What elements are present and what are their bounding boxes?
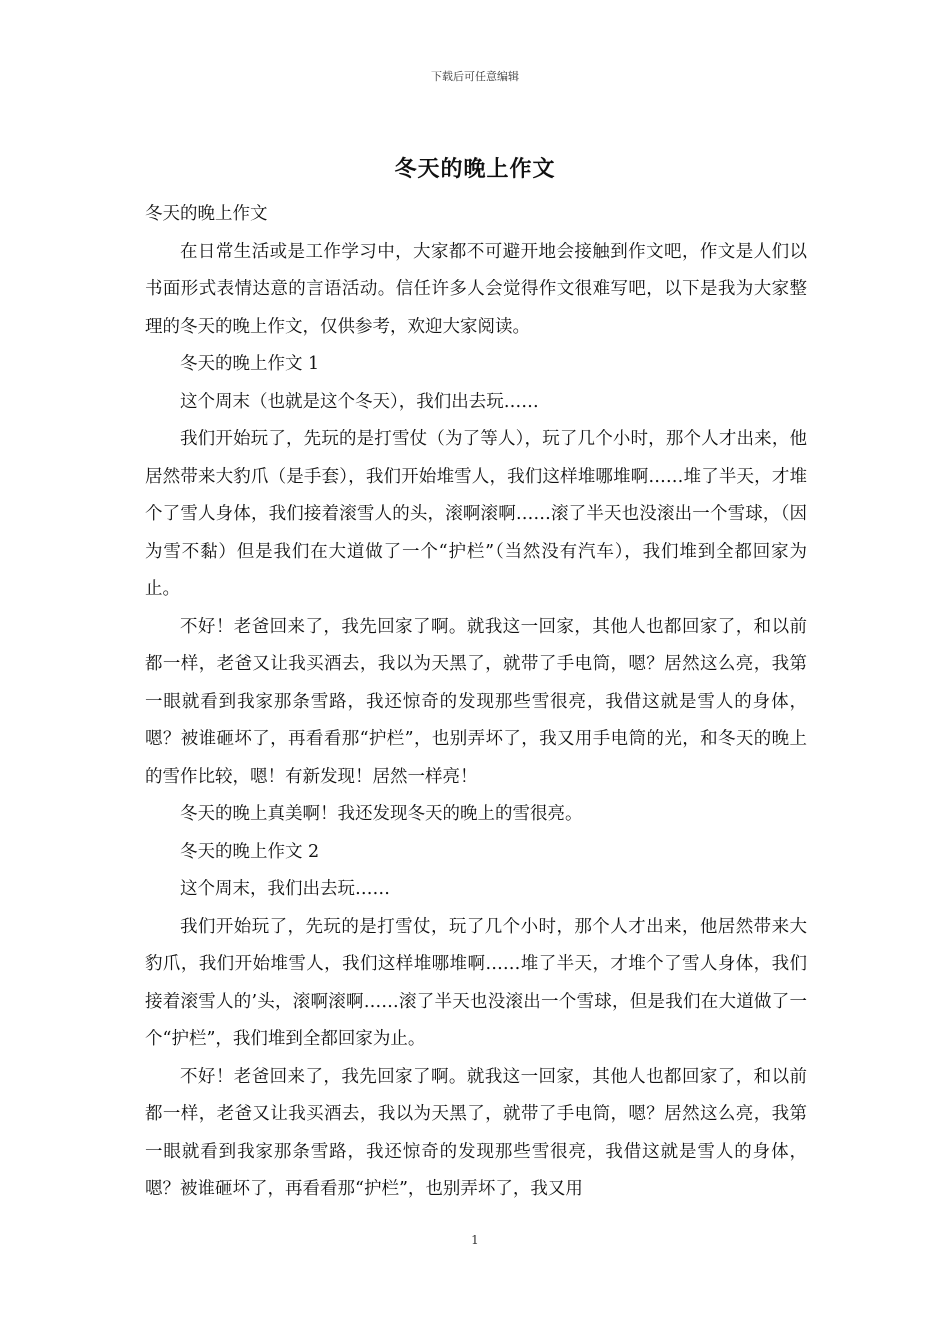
- essay-2-heading: 冬天的晚上作文 2: [180, 841, 320, 862]
- body-paragraph: 我们开始玩了，先玩的是打雪仗，玩了几个小时，那个人才出来，他居然带来大豹爪，我们开始堆雪人，我们这样堆哪堆啊……堆了半天，才堆个了雪人身体，我们接着滚雪人的’头，滚啊滚啊……滚了半天也没滚出一个雪球，但是我们在大道做了一个“护栏”，我们堆到全都回家为止。: [145, 916, 807, 1049]
- body-paragraph: 冬天的晚上真美啊！我还发现冬天的晚上的雪很亮。: [180, 804, 583, 824]
- intro-paragraph: 在日常生活或是工作学习中，大家都不可避开地会接触到作文吧，作文是人们以书面形式表情达意的言语活动。信任许多人会觉得作文很难写吧，以下是我为大家整理的冬天的晚上作文，仅供参考，欢迎大家阅读。: [145, 241, 807, 337]
- body-paragraph: 这个周末，我们出去玩……: [180, 879, 390, 899]
- document-title: 冬天的晚上作文: [394, 156, 556, 182]
- body-paragraph: 不好！老爸回来了，我先回家了啊。就我这一回家，其他人也都回家了，和以前都一样，老爸又让我买酒去，我以为天黑了，就带了手电筒，嗯？居然这么亮，我第一眼就看到我家那条雪路，我还惊奇的发现那些雪很亮，我借这就是雪人的身体，嗯？被谁砸坏了，再看看那“护栏”，也别弄坏了，我又用手电筒的光，和冬天的晚上的雪作比较，嗯！有新发现！居然一样亮！: [145, 616, 807, 787]
- body-paragraph: 这个周末（也就是这个冬天），我们出去玩……: [180, 391, 539, 412]
- page-number: 1: [471, 1233, 479, 1247]
- body-paragraph: 不好！老爸回来了，我先回家了啊。就我这一回家，其他人也都回家了，和以前都一样，老爸又让我买酒去，我以为天黑了，就带了手电筒，嗯？居然这么亮，我第一眼就看到我家那条雪路，我还惊奇的发现那些雪很亮，我借这就是雪人的身体，嗯？被谁砸坏了，再看看那“护栏”，也别弄坏了，我又用: [145, 1066, 807, 1199]
- subtitle-paragraph: 冬天的晚上作文: [145, 204, 268, 224]
- page-header-note: 下载后可任意编辑: [431, 70, 519, 83]
- essay-1-heading: 冬天的晚上作文 1: [180, 354, 320, 374]
- document-body: [145, 196, 807, 1209]
- body-paragraph: 我们开始玩了，先玩的是打雪仗（为了等人），玩了几个小时，那个人才出来，他居然带来大豹爪（是手套），我们开始堆雪人，我们这样堆哪堆啊……堆了半天，才堆个了雪人身体，我们接着滚雪人的头，滚啊滚啊……滚了半天也没滚出一个雪球，（因为雪不黏）但是我们在大道做了一个“护栏”（当然没有汽车），我们堆到全都回家为止。: [145, 429, 807, 599]
